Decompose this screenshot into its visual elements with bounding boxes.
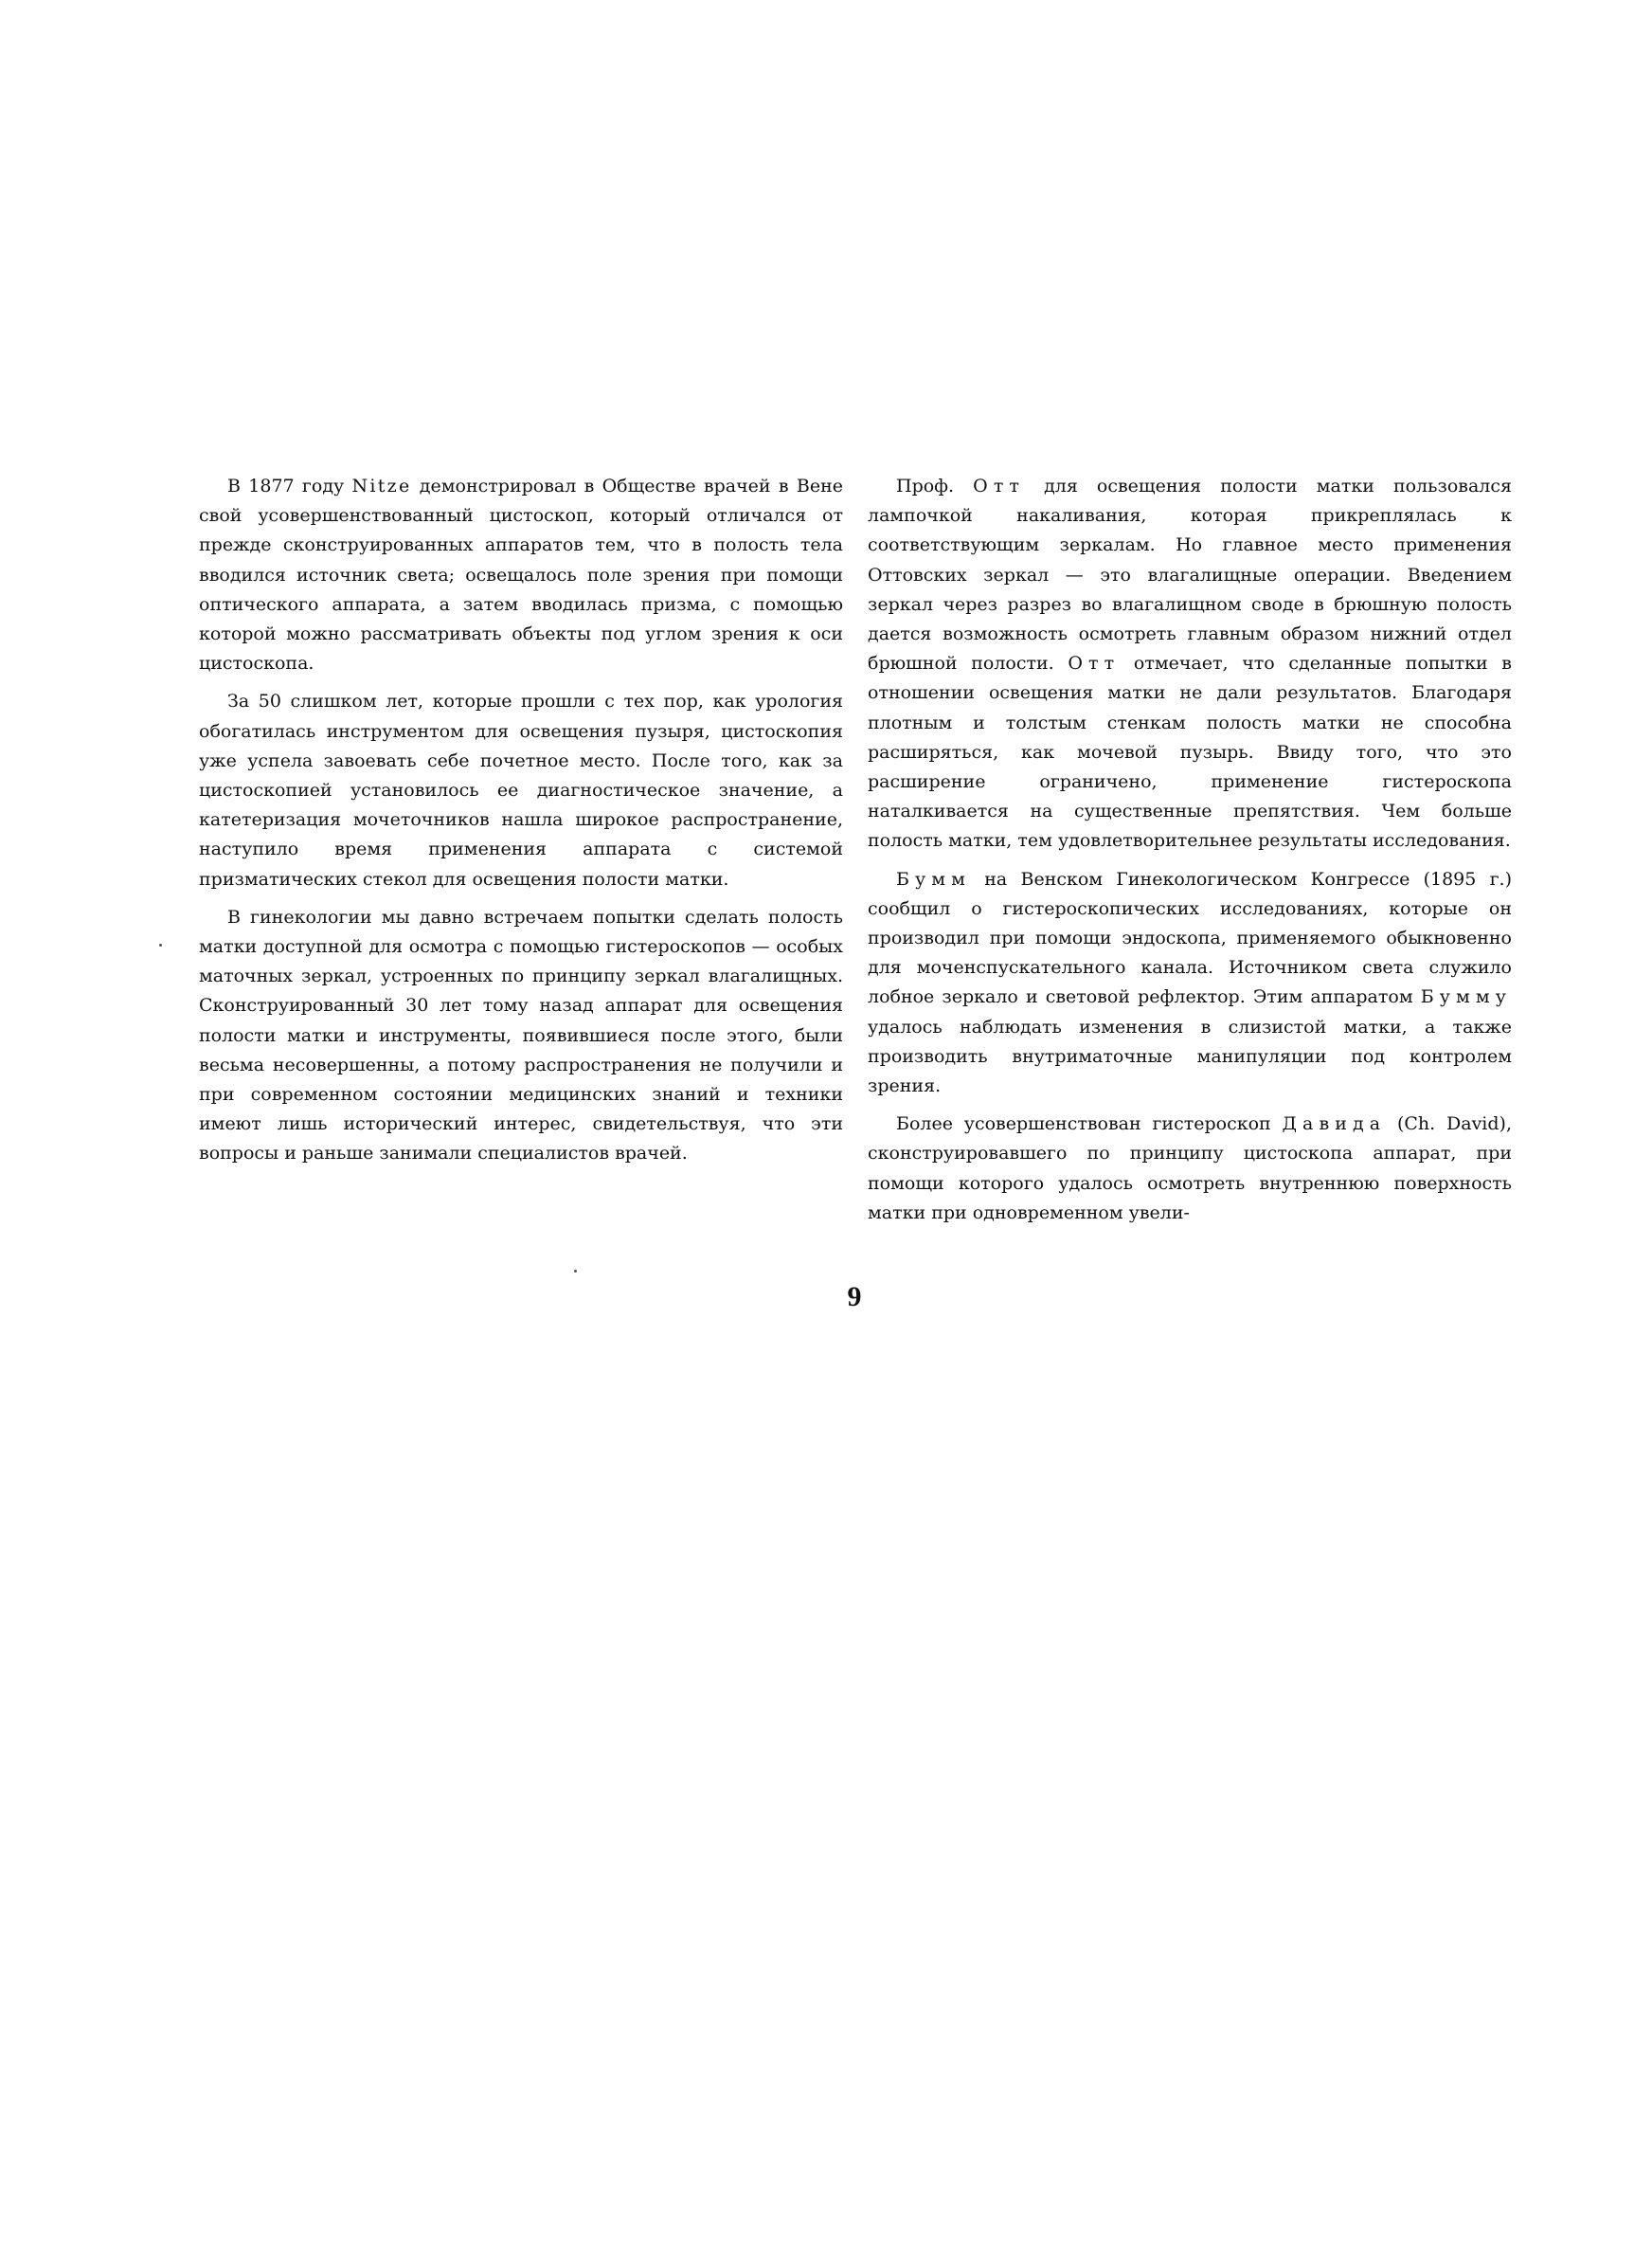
text-run: (Ch. David), сконструировавшего по принципу цистоскопа аппарат, при помощи которого удалось осмотреть внутреннюю поверхность матки при одновременном увели- — [868, 1113, 1512, 1223]
right-column — [868, 472, 1512, 1237]
scan-speck — [159, 944, 162, 947]
author-name-bumm-2: Бумму — [1420, 986, 1512, 1008]
text-run: на Венском Гинекологическом Конгрессе (1895 г.) сообщил о гистероскопических исследованиях, которые он производил при помощи эндоскопа, применяемого обыкновенно для моченспускательного канала. Источником света служило лобное зеркало и световой рефлектор. Этим аппаратом — [868, 868, 1512, 1008]
text-run: удалось наблюдать изменения в слизистой матки, а также производить внутриматочные манипуляции под контролем зрения. — [868, 1016, 1512, 1097]
scan-speck — [574, 1270, 577, 1273]
author-name-nitze: Nitze — [351, 476, 412, 497]
text-run: В 1877 году — [227, 476, 352, 497]
author-name-ott: Отт — [973, 476, 1025, 497]
left-paragraph-1 — [199, 472, 843, 678]
author-name-bumm: Бумм — [896, 868, 972, 890]
text-run: Проф. — [896, 476, 974, 497]
left-paragraph-3: В гинекологии мы давно встречаем попытки сделать полость матки доступной для осмотра с помощью гистероскопов — особых маточных зеркал, устроенных по принципу зеркал влагалищных. Сконструированный 30 лет тому назад аппарат для освещения полости матки и инструменты, появившиеся после этого, были весьма несовершенны, а потому распространения не получили и при современном состоянии медицинских знаний и техники имеют лишь исторический интерес, свидетельствуя, что эти вопросы и раньше занимали специалистов врачей. — [199, 906, 843, 1165]
page-number: 9 — [847, 1281, 862, 1312]
right-paragraph-2 — [868, 865, 1512, 1102]
left-paragraph-2: За 50 слишком лет, которые прошли с тех пор, как урология обогатилась инструментом для освещения пузыря, цистоскопия уже успела завоевать себе почетное место. После того, как за цистоскопией установилось ее диагностическое значение, а катетеризация мочеточников нашла широкое распространение, наступило время применения аппарата с системой призматических стекол для освещения полости матки. — [199, 691, 843, 890]
text-run: демонстрировал в Обществе врачей в Вене свой усовершенствованный цистоскоп, который отличался от прежде сконструированных аппаратов тем, что в полость тела вводился источник света; освещалось поле зрения при помощи оптического аппарата, а затем вводилась призма, с помощью которой можно рассматривать объекты под углом зрения к оси цистоскопа. — [199, 476, 843, 675]
text-run: Более усовершенствован гистероскоп — [896, 1113, 1283, 1135]
left-column — [199, 472, 843, 1178]
author-name-ott-2: Отт — [1068, 653, 1121, 675]
right-paragraph-1 — [868, 472, 1512, 857]
right-paragraph-3 — [868, 1110, 1512, 1228]
text-run: для освещения полости матки пользовался лампочкой накаливания, которая прикреплялась к соответствующим зеркалам. Но главное место применения Оттовских зеркал — это влагалищные операции. Введением зеркал через разрез во влагалищном своде в брюшную полость дается возможность осмотреть главным образом нижний отдел брюшной полости. — [868, 476, 1512, 675]
author-name-david: Давида — [1282, 1113, 1387, 1135]
text-run: отмечает, что сделанные попытки в отношении освещения матки не дали результатов. Благодаря плотным и толстым стенкам полость матки не способна расширяться, как мочевой пузырь. Ввиду того, что это расширение ограничено, применение гистероскопа наталкивается на существенные препятствия. Чем больше полость матки, тем удовлетворительнее результаты исследования. — [868, 653, 1512, 852]
